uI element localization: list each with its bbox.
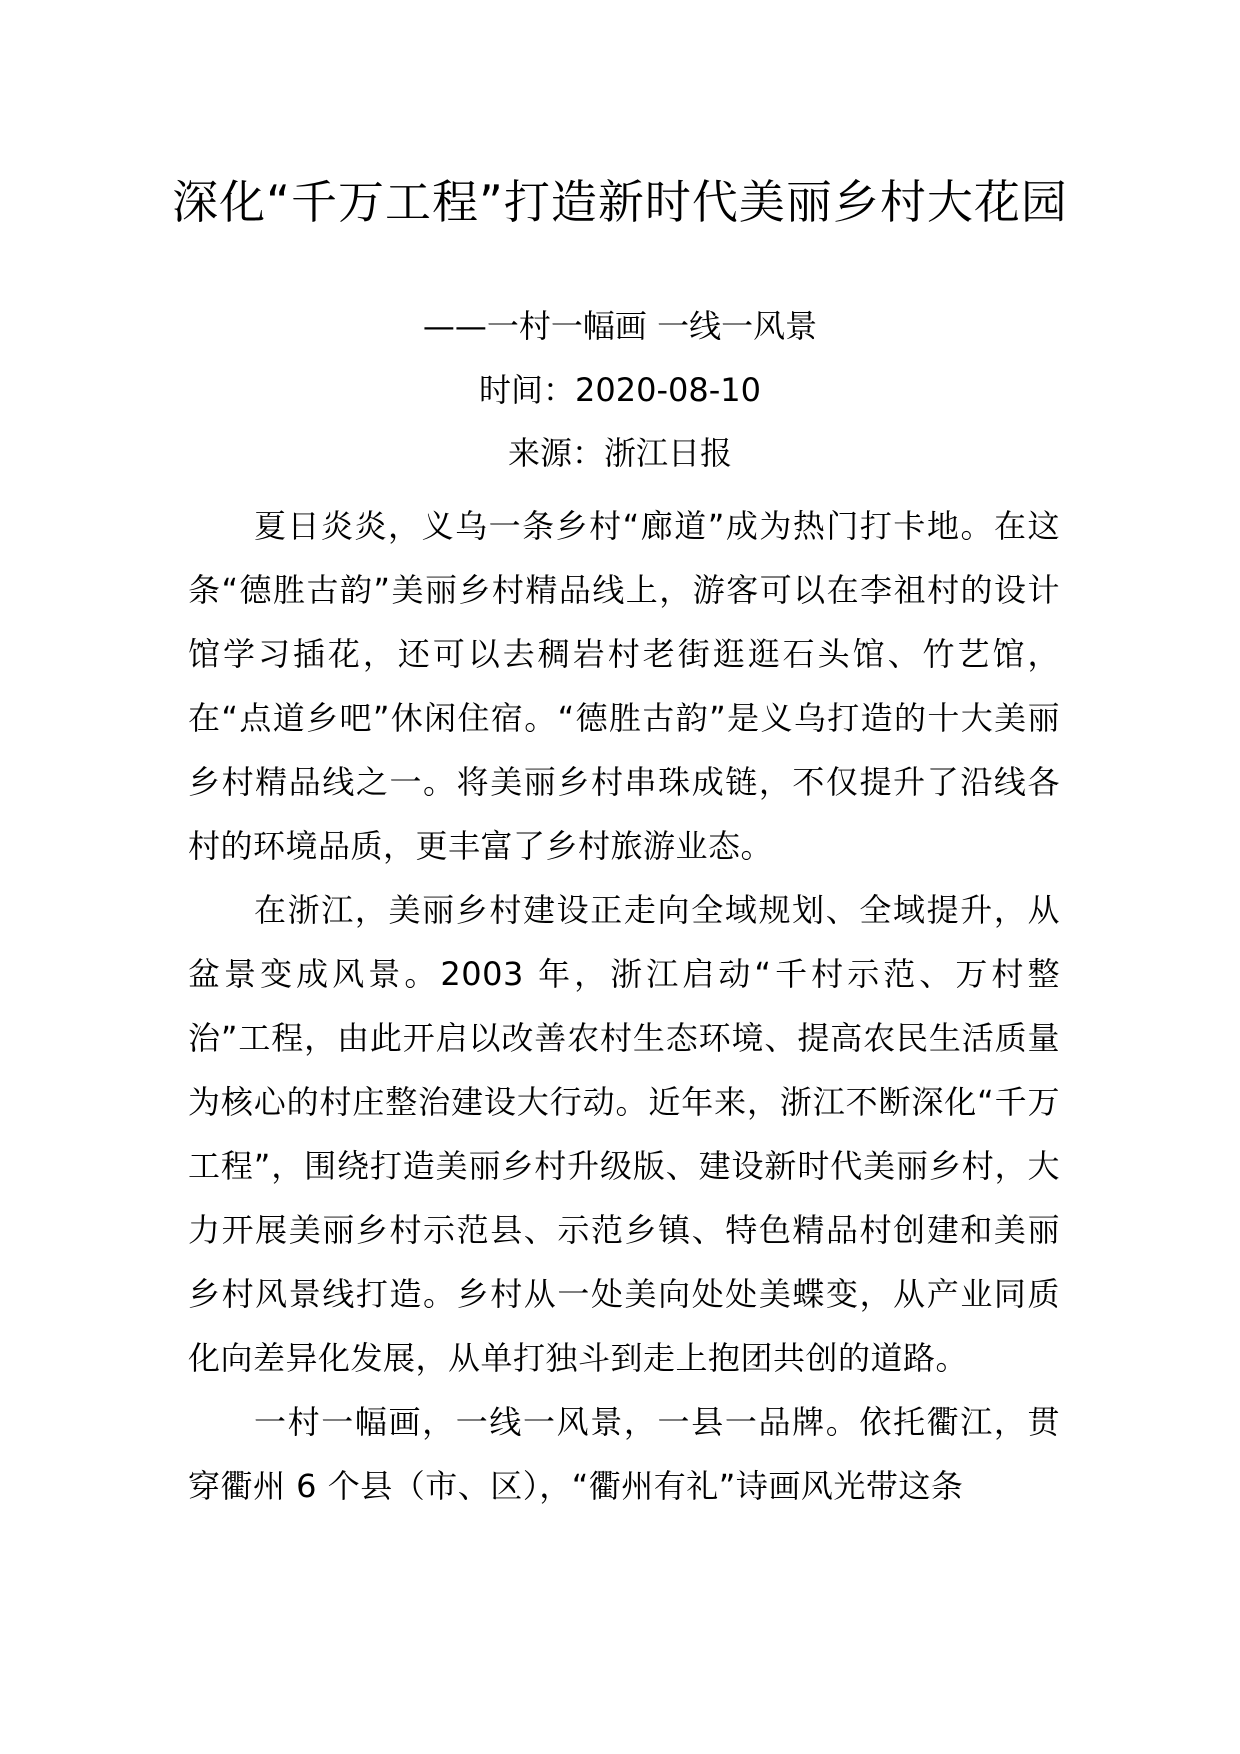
article-body bbox=[188, 494, 1060, 1518]
article-date: 时间：2020-08-10 bbox=[479, 371, 761, 409]
article-source: 来源：浙江日报 bbox=[507, 434, 732, 472]
article-title: 深化“千万工程”打造新时代美丽乡村大花园 bbox=[172, 175, 1068, 229]
paragraph-3: 一村一幅画，一线一风景，一县一品牌。依托衢江，贯穿衢州 6 个县（市、区），“衢州有礼”诗画风光带这条 bbox=[188, 1403, 1060, 1505]
article-subtitle: ——一村一幅画 一线一风景 bbox=[422, 307, 818, 345]
paragraph-1: 夏日炎炎，义乌一条乡村“廊道”成为热门打卡地。在这条“德胜古韵”美丽乡村精品线上，游客可以在李祖村的设计馆学习插花，还可以去稠岩村老街逛逛石头馆、竹艺馆，在“点道乡吧”休闲住宿。“德胜古韵”是义乌打造的十大美丽乡村精品线之一。将美丽乡村串珠成链，不仅提升了沿线各村的环境品质，更丰富了乡村旅游业态。 bbox=[188, 507, 1060, 865]
paragraph-2: 在浙江，美丽乡村建设正走向全域规划、全域提升，从盆景变成风景。2003 年，浙江启动“千村示范、万村整治”工程，由此开启以改善农村生态环境、提高农民生活质量为核心的村庄整治建设大行动。近年来，浙江不断深化“千万工程”，围绕打造美丽乡村升级版、建设新时代美丽乡村，大力开展美丽乡村示范县、示范乡镇、特色精品村创建和美丽乡村风景线打造。乡村从一处美向处处美蝶变，从产业同质化向差异化发展，从单打独斗到走上抱团共创的道路。 bbox=[188, 891, 1060, 1377]
